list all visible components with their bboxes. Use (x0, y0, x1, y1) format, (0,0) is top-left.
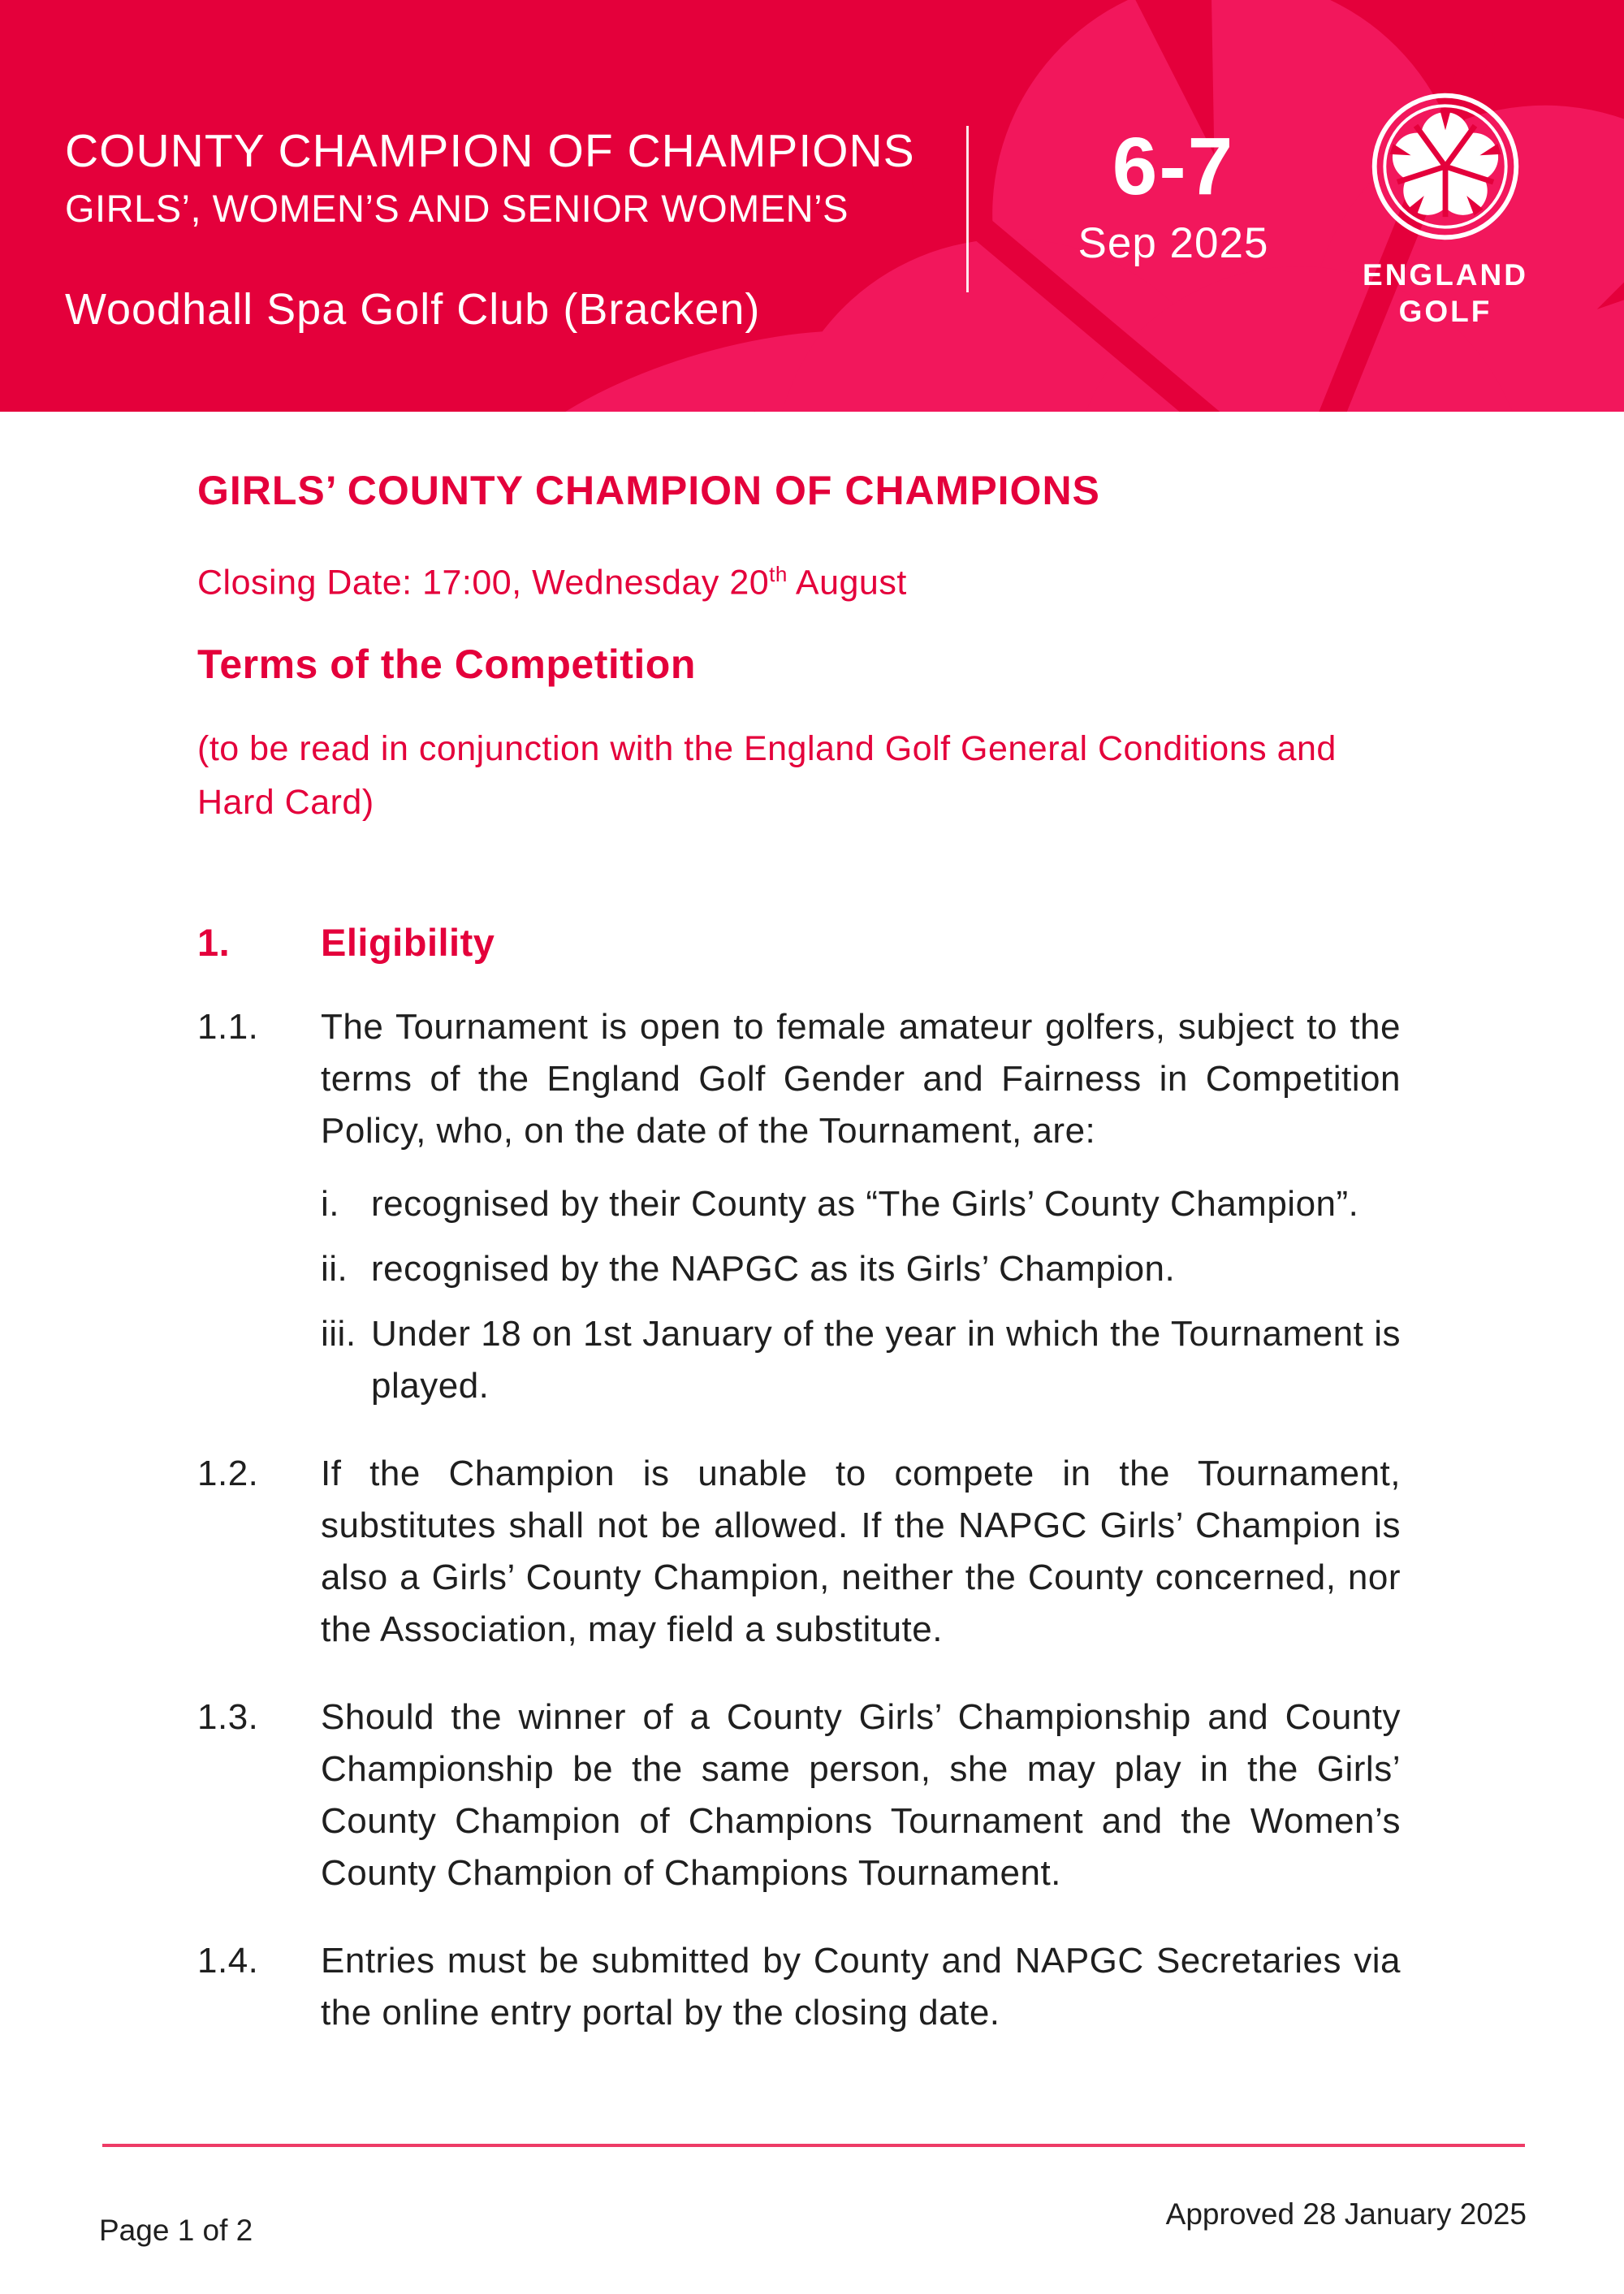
footer-divider (102, 2144, 1525, 2147)
list-item-marker: iii. (321, 1314, 356, 1354)
closing-date (197, 553, 1425, 603)
list-item (321, 1308, 1401, 1412)
banner-divider (966, 126, 969, 292)
england-golf-logo (1348, 88, 1543, 330)
list-item-marker: i. (321, 1184, 339, 1225)
section-number: 1. (197, 921, 231, 965)
banner-subtitle: GIRLS’, WOMEN’S AND SENIOR WOMEN’S (65, 187, 849, 230)
event-date (1052, 121, 1295, 268)
list-item-marker: ii. (321, 1249, 348, 1290)
closing-date-prefix: Closing Date: 17:00, Wednesday 20 (197, 563, 770, 603)
banner-title: COUNTY CHAMPION OF CHAMPIONS (65, 125, 915, 177)
page-number: Page 1 of 2 (99, 2214, 253, 2247)
clause-number: 1.1. (197, 1007, 259, 1048)
clause-1-4 (197, 1935, 1401, 2039)
england-golf-rose-icon (1367, 88, 1524, 245)
clause-text: If the Champion is unable to compete in the Tournament, substitutes shall not be allowed. If the NAPGC Girls’ Champion is also a Girls’ County Champion, neither the County concerned, nor the Association, may field a substitute. (321, 1454, 1401, 1650)
event-date-month-year: Sep 2025 (1078, 219, 1269, 267)
list-item-text: Under 18 on 1st January of the year in which the Tournament is played. (371, 1314, 1401, 1406)
approved-date: Approved 28 January 2025 (1165, 2197, 1527, 2231)
clause-number: 1.2. (197, 1454, 259, 1494)
closing-date-ordinal: th (769, 562, 788, 586)
page-title: GIRLS’ COUNTY CHAMPION OF CHAMPIONS (197, 468, 1100, 513)
section-title: Eligibility (321, 921, 495, 965)
clause-number: 1.3. (197, 1697, 259, 1738)
terms-heading: Terms of the Competition (197, 642, 696, 688)
clause-number: 1.4. (197, 1941, 259, 1981)
clause-text: The Tournament is open to female amateur golfers, subject to the terms of the England Golf Gender and Fairness in Competition Policy, who, on the date of the Tournament, are: (321, 1007, 1401, 1151)
conditions-note: (to be read in conjunction with the England Golf General Conditions and Hard Card) (197, 729, 1337, 823)
section-heading-eligibility (197, 920, 1425, 966)
list-item (321, 1243, 1401, 1295)
england-golf-wordmark-line2: GOLF (1398, 295, 1492, 328)
document-body (0, 412, 1624, 2039)
clause-1-2 (197, 1448, 1401, 1656)
list-item-text: recognised by their County as “The Girls’ County Champion”. (371, 1184, 1359, 1225)
clause-text: Should the winner of a County Girls’ Championship and County Championship be the same person, she may play in the Girls’ County Champion of Champions Tournament and the Women’s County Champion of Champions Tournament. (321, 1697, 1401, 1894)
banner-venue: Woodhall Spa Golf Club (Bracken) (65, 285, 761, 334)
closing-date-suffix: August (787, 563, 907, 603)
england-golf-wordmark (1348, 257, 1543, 330)
england-golf-wordmark-line1: ENGLAND (1363, 258, 1528, 292)
list-item-text: recognised by the NAPGC as its Girls’ Champion. (371, 1249, 1176, 1290)
clause-1-1-sublist (321, 1178, 1401, 1412)
list-item (321, 1178, 1401, 1230)
banner (0, 0, 1624, 412)
event-date-days: 6-7 (1112, 121, 1235, 212)
clause-1-1 (197, 1001, 1401, 1412)
clause-text: Entries must be submitted by County and NAPGC Secretaries via the online entry portal by the closing date. (321, 1941, 1401, 2033)
clause-1-3 (197, 1691, 1401, 1899)
